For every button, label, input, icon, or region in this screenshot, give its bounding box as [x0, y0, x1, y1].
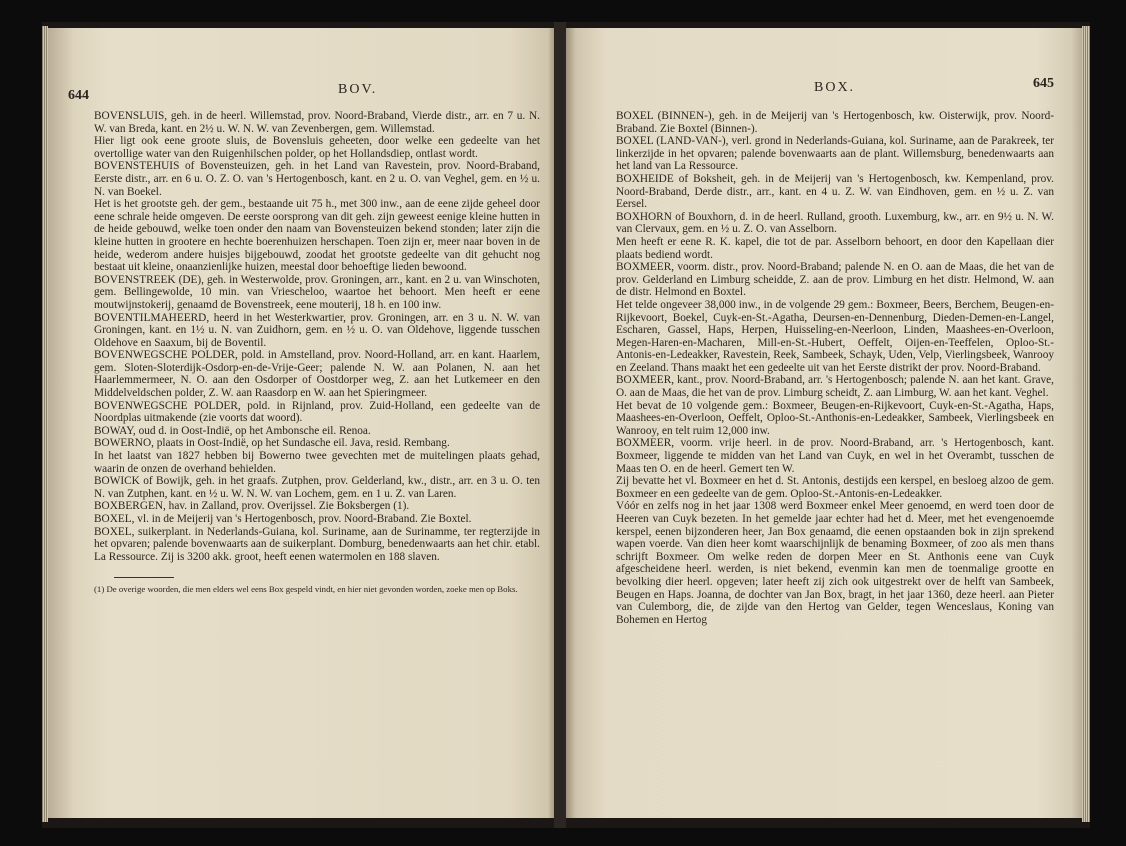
paragraph: Het telde ongeveer 38,000 inw., in de volgende 29 gem.: Boxmeer, Beers, Berchem, Beugen-en-Rijkevoort, Boekel, Cuyk-en-St.-Agatha, Deursen-en-Dennenburg, Dieden-Demen-en-Langel, Escharen, Gassel, Haps, Herpen, Huisseling-en-Neerloon, Linden, Maashees-en-Overloon, Megen-Haren-en-Macharen, Mill-en-St.-Hubert, Oeffelt, Oijen-en-Teeffelen, Oploo-St.-Antonis-en-Ledeakker, Ravestein, Reek, Sambeek, Schayk, Uden, Velp, Vierlingsbeek, Wanrooy en Zeeland. Thans maakt het een gedeelte uit van het Eerste distrikt der prov. Noord-Braband.	[616, 298, 1054, 374]
paragraph: Hier ligt ook eene groote sluis, de Bovensluis geheeten, door welke een gedeelte van het overtollige water van den Ruigenhilschen polder, op het Hollandsdiep, ontlast wordt.	[94, 135, 540, 160]
paragraph: BOXEL, vl. in de Meijerij van 's Hertogenbosch, prov. Noord-Braband. Zie Boxtel.	[94, 513, 472, 525]
book-spread	[42, 22, 1090, 828]
footnote-rule	[114, 577, 174, 578]
page-edges-right	[1082, 26, 1090, 822]
paragraph: BOWAY, oud d. in Oost-Indië, op het Ambonsche eil. Renoa.	[94, 424, 371, 437]
right-page	[566, 28, 1084, 818]
paragraph: Zij bevatte het vl. Boxmeer en het d. St. Antonis, destijds een kerspel, en besloeg alzoo de gem. Boxmeer en een gedeelte van de gem. Oploo-St.-Antonis-en-Ledeakker.	[616, 475, 1054, 500]
paragraph: Men heeft er eene R. K. kapel, die tot de par. Asselborn behoort, en door den Kapellaan dier plaats bediend wordt.	[616, 235, 1054, 261]
paragraph: BOXHORN of Bouxhorn, d. in de heerl. Rulland, grooth. Luxemburg, kw., arr. en 9½ u. N. W. van Clervaux, gem. en ½ u. Z. O. van Asselborn.	[616, 210, 1054, 236]
running-head: BOV.	[338, 82, 378, 97]
paragraph: BOXMEER, voorm. vrije heerl. in de prov. Noord-Braband, arr. 's Hertogenbosch, kant. Boxmeer, liggende te midden van het Land van Cuyk, en wel in het Overambt, tusschen de Maas ten O. en de heerl. Gemert ten W.	[616, 437, 1054, 475]
paragraph: BOXEL, suikerplant. in Nederlands-Guiana, kol. Suriname, aan de Surinamme, ter regterzijde in het opvaren; palende bovenwaarts aan de suikerplant. Domburg, benedenwaarts aan het chir. etabl. La Ressource. Zij is 3200 akk. groot, heeft eenen watermolen en 188 slaven.	[94, 525, 540, 563]
paragraph: BOXEL (LAND-VAN-), verl. grond in Nederlands-Guiana, kol. Suriname, aan de Parakreek, ter linkerzijde in het opvaren; palende bovenwaarts aan de plant. Willemsburg, benedenwaarts aan het land van La Ressource.	[616, 135, 1054, 173]
right-page-text	[616, 110, 1054, 626]
page-number: 645	[1033, 76, 1054, 91]
paragraph: BOVENSTREEK (DE), geh. in Westerwolde, prov. Groningen, arr., kant. en 2 u. van Winschoten, gem. Bellingewolde, 10 min. van Vriescheloo, waartoe het behoort. Men heeft er eene moutwijnstokerij, genaamd de Bovenstreek, eene mouterij, 18 h. en 100 inw.	[94, 273, 540, 311]
paragraph: BOXHEIDE of Boksheit, geh. in de Meijerij van 's Hertogenbosch, kw. Kempenland, prov. Noord-Braband, Derde distr., arr., kant. en 4 u. Z. W. van Eindhoven, gem. en ½ u. Z. van Eersel.	[616, 172, 1054, 211]
paragraph: BOWERNO, plaats in Oost-Indië, op het Sundasche eil. Java, resid. Rembang.	[94, 437, 450, 450]
left-page-text	[94, 110, 540, 595]
paragraph: BOXMEER, kant., prov. Noord-Braband, arr. 's Hertogenbosch; palende N. aan het kant. Grave, O. aan de Maas, die het van de prov. Limburg scheidt, Z. aan Limburg, W. aan het kant. Veghel.	[616, 374, 1054, 400]
left-page	[48, 28, 554, 818]
page-number: 644	[68, 88, 89, 103]
paragraph: BOXMEER, voorm. distr., prov. Noord-Braband; palende N. en O. aan de Maas, die het van de prov. Gelderland en Limburg scheidde, Z. aan de prov. Limburg en het distr. Helmond, W. aan de distr. Helmond en Boxtel.	[616, 261, 1054, 299]
paragraph: BOXEL (BINNEN-), geh. in de Meijerij van 's Hertogenbosch, kw. Oisterwijk, prov. Noord-Braband. Zie Boxtel (Binnen-).	[616, 110, 1054, 135]
paragraph: BOWICK of Bowijk, geh. in het graafs. Zutphen, prov. Gelderland, kw., distr., arr. en 3 u. O. ten N. van Zutphen, kant. en ½ u. W. N. W. van Lochem, gem. en 1 u. Z. van Laren.	[94, 475, 540, 500]
paragraph: Vóór en zelfs nog in het jaar 1308 werd Boxmeer enkel Meer genoemd, en werd toen door de Heeren van Cuyk bezeten. In het gemelde jaar echter had het d. Meer, met het evengenoemde kerspel, eenen bijzonderen heer, Jan Box genaamd, die eenen opstaanden bok in zijn sprekend wapen voerde. Van dien heer komt waarschijnlijk de benaming Boxmeer, of zoo als men thans schrijft Boxmeer. Om welke reden de dorpen Meer en St. Anthonis eene van Cuyk afgescheidene heerl. werden, is niet bekend, evenmin kan men de toenmalige grootte en bevolking dier heerl. opgeven; later heeft zij zich ook uitgestrekt over de helft van Sambeek, Beugen en Haps. Joanna, de dochter van Jan Box, bragt, in het jaar 1360, deze heerl. aan Pieter van Culemborg, die, de zijde van den Hertog van Gelder, tegen Wenceslaus, Koning van Bohemen en Hertog	[616, 500, 1054, 626]
paragraph: In het laatst van 1827 hebben bij Bowerno twee gevechten met de muitelingen plaats gehad, waarin de onzen de overhand behielden.	[94, 450, 540, 475]
running-head: BOX.	[814, 80, 856, 95]
paragraph: BOVENWEGSCHE POLDER, pold. in Amstelland, prov. Noord-Holland, arr. en kant. Haarlem, gem. Sloten-Sloterdijk-Osdorp-en-de-Vrije-Geer; palende N. W. aan Polanen, N. aan het Haarlemmermeer, N. O. aan den Osdorper of Oostdorper weg, Z. aan het Lutkemeer en den Middelveldschen polder, Z. W. aan Raasdorp en W. aan het Spieringmeer.	[94, 349, 540, 400]
footnote: (1) De overige woorden, die men elders wel eens Box gespeld vindt, en hier niet gevonden worden, zoeke men op Boks.	[94, 584, 518, 595]
paragraph: Het is het grootste geh. der gem., bestaande uit 75 h., met 300 inw., aan de eene zijde geheel door eene schrale heide omgeven. De eerste oorsprong van dit geh. zijn geweest eenige kleine hutten in de heide gebouwd, welke toen onder den naam van Bovensteuizen bekend stonden; later zijn die kleine hutten in grootere en hechte boerenhuizen herschapen. Toen zijn er, meer naar boven in de heide, wederom andere huisjes bijgebouwd, zoodat het grootste gedeelte van dit gehucht nog bestaat uit kleine, onaanzienlijke huizen, meestal door behoeftige lieden bewoond.	[94, 198, 540, 274]
paragraph: BOXBERGEN, hav. in Zalland, prov. Overijssel. Zie Boksbergen (1).	[94, 500, 410, 513]
gutter	[554, 22, 566, 828]
paragraph: BOVENWEGSCHE POLDER, pold. in Rijnland, prov. Zuid-Holland, een gedeelte van de Noordplas uitmakende (zie voorts dat woord).	[94, 399, 540, 425]
paragraph: BOVENSTEHUIS of Bovensteuizen, geh. in het Land van Ravestein, prov. Noord-Braband, Eerste distr., arr. en 6 u. O. Z. O. van 's Hertogenbosch, kant. en 2 u. O. van Veghel, gem. en ½ u. N. van Boekel.	[94, 160, 540, 198]
paragraph: BOVENSLUIS, geh. in de heerl. Willemstad, prov. Noord-Braband, Vierde distr., arr. en 7 u. N. W. van Breda, kant. en 2½ u. W. N. W. van Zevenbergen, gem. Willemstad.	[94, 110, 540, 135]
paragraph: BOVENTILMAHEERD, heerd in het Westerkwartier, prov. Groningen, arr. en 3 u. N. W. van Groningen, kant. en 1½ u. N. van Zuidhorn, gem. en ½ u. O. van Oldehove, liggende tusschen Oldehove en Saaxum, bij de Boventil.	[94, 311, 540, 349]
paragraph: Het bevat de 10 volgende gem.: Boxmeer, Beugen-en-Rijkevoort, Cuyk-en-St.-Agatha, Haps, Maashees-en-Overloon, Oeffelt, Oploo-St.-Anthonis-en-Ledeakker, Sambeek, Vierlingsbeek en Wanrooy, en telt ruim 12,000 inw.	[616, 399, 1054, 437]
